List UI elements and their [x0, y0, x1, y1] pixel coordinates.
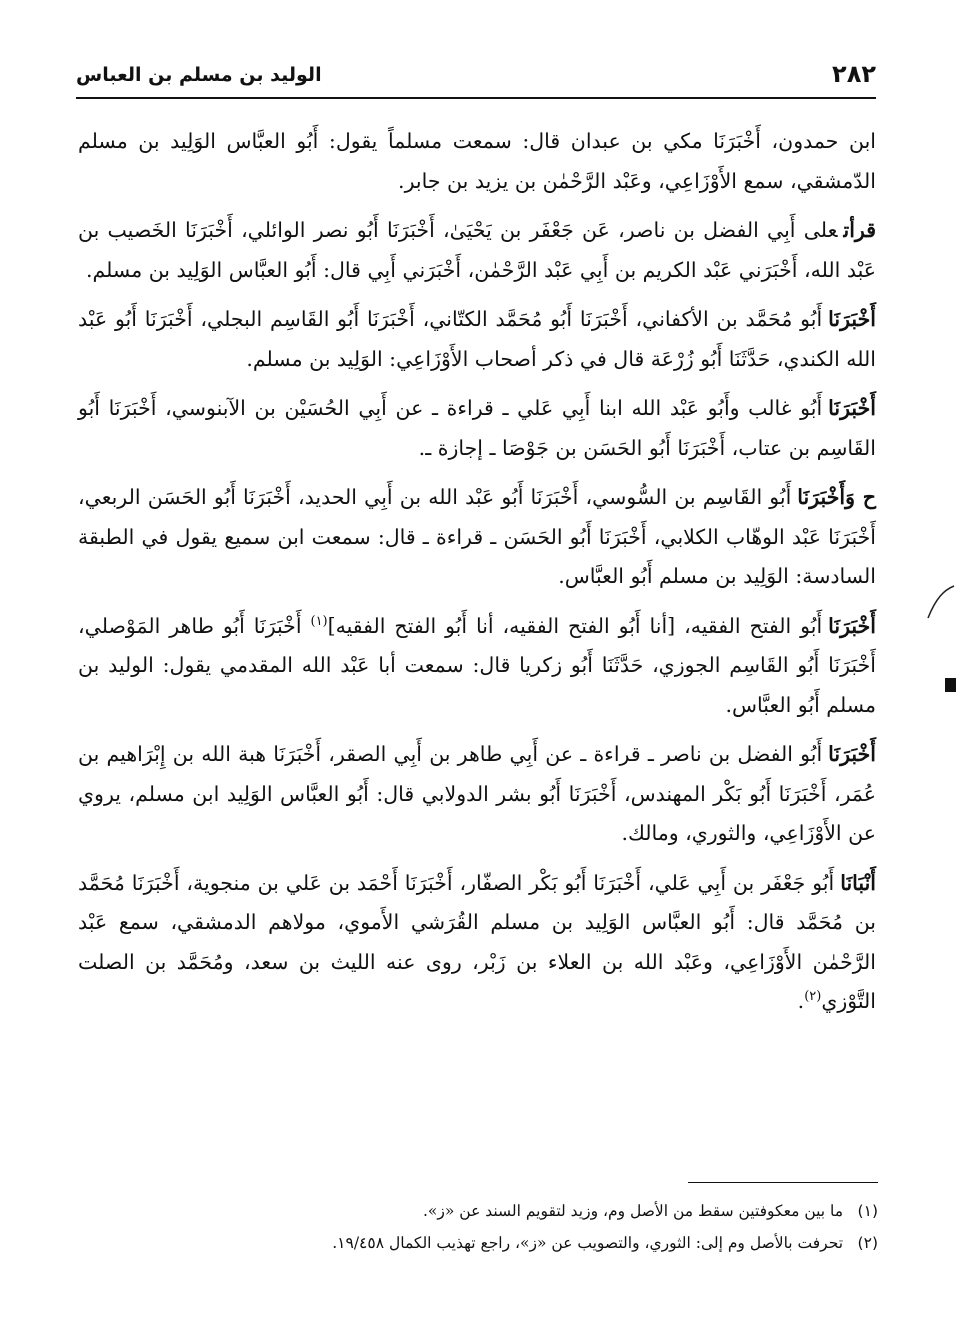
- footnote-number: (٢): [857, 1234, 878, 1252]
- page-header: [76, 58, 876, 94]
- footnote-text: تحرفت بالأصل وم إلى: الثوري، والتصويب عن «ز»، راجع تهذيب الكمال ١٩/٤٥٨.: [332, 1234, 844, 1252]
- paragraph-lead: ح وَأَخْبَرَنَا: [797, 485, 876, 509]
- paragraph-lead: أَخْبَرَنَا: [828, 742, 876, 766]
- paragraph-lead: قرأت: [843, 218, 876, 242]
- footnote-2: [80, 1227, 878, 1259]
- footnote-ref-2[interactable]: (٢): [804, 989, 822, 1005]
- footnote-rule: [688, 1182, 878, 1183]
- paragraph-text: أَبُو غالب وأَبُو عَبْد الله ابنا أَبِي عَلي ـ قراءة ـ عن أَبِي الحُسَيْن بن الآبنوسي، أَخْبَرَنَا أَبُو القَاسِم بن عتاب، أَخْبَرَنَا أَبُو الحَسَن بن جَوْصَا ـ إجازة ـ.: [78, 396, 876, 460]
- footnote-text: ما بين معكوفتين سقط من الأصل وم، وزيد لتقويم السند عن «ز».: [422, 1202, 844, 1220]
- paragraph-text: أَبُو الفضل بن ناصر ـ قراءة ـ عن أَبِي طاهر بن أَبِي الصقر، أَخْبَرَنَا هبة الله بن إِبْرَاهيم بن عُمَر، أَخْبَرَنَا أَبُو بَكْر المهندس، أَخْبَرَنَا أَبُو بشر الدولابي قال: أَبُو العبَّاس الوَلِيد ابن مسلم، يروي عن الأَوْزَاعِي، والثوري، ومالك.: [78, 742, 876, 845]
- paragraph-6: [78, 607, 876, 726]
- footnote-1: [80, 1195, 878, 1227]
- main-text: [78, 122, 876, 1032]
- paragraph-text: أَبُو الفتح الفقيه، [أنا أَبُو الفتح الفقيه، أنا أَبُو الفتح الفقيه]: [327, 613, 823, 638]
- paragraph-3: [78, 300, 876, 379]
- running-title: الوليد بن مسلم بن العباس: [76, 64, 322, 86]
- footnote-number: (١): [857, 1202, 878, 1220]
- paragraph-text: أَبُو جَعْفَر بن أَبِي عَلي، أَخْبَرَنَا أَبُو بَكْر الصفّار، أَخْبَرَنَا أَحْمَد بن عَلي بن منجوية، أَخْبَرَنَا مُحَمَّد بن مُحَمَّد قال: أَبُو العبَّاس الوَلِيد بن مسلم القُرَشي الأَموي، مولاهم الدمشقي، سمع عَبْد الرَّحْمٰن الأَوْزَاعِي، وعَبْد الله بن العلاء بن زَبْر، روى عنه الليث بن سعد، ومُحَمَّد بن الصلت التَّوْزي: [78, 870, 876, 1013]
- paragraph-text-after: .: [797, 989, 805, 1013]
- margin-marker: [945, 678, 956, 692]
- paragraph-2: [78, 211, 876, 290]
- paragraph-8: [78, 864, 876, 1022]
- paragraph-text: أَبُو القَاسِم بن السُّوسي، أَخْبَرَنَا أَبُو عَبْد الله بن أَبِي الحديد، أَخْبَرَنَا أَبُو الحَسَن الربعي، أَخْبَرَنَا عَبْد الوهّاب الكلابي، أَخْبَرَنَا أَبُو الحَسَن ـ قراءة ـ قال: سمعت ابن سميع يقول في الطبقة السادسة: الوَلِيد بن مسلم أَبُو العبَّاس.: [78, 485, 876, 588]
- paragraph-5: [78, 478, 876, 597]
- page-number: ٢٨٢: [832, 60, 876, 88]
- margin-pencil-mark: [922, 582, 956, 622]
- paragraph-text: ابن حمدون، أَخْبَرَنَا مكي بن عبدان قال: سمعت مسلماً يقول: أَبُو العبَّاس الوَلِيد بن مسلم الدّمشقي، سمع الأَوْزَاعِي، وعَبْد الرَّحْمٰن بن يزيد بن جابر.: [78, 129, 876, 193]
- footnote-ref-1[interactable]: (١): [310, 613, 328, 629]
- paragraph-lead: أَخْبَرَنَا: [828, 396, 876, 420]
- paragraph-lead: أَخْبَرَنَا: [828, 613, 876, 638]
- paragraph-text: على أَبِي الفضل بن ناصر، عَن جَعْفَر بن يَحْيَىٰ، أَخْبَرَنَا أَبُو نصر الوائلي، أَخْبَرَنَا الخَصيب بن عَبْد الله، أَخْبَرَني عَبْد الكريم بن أَبِي عَبْد الرَّحْمٰن، أَخْبَرَني أَبِي قال: أَبُو العبَّاس الوَلِيد بن مسلم.: [78, 218, 876, 282]
- paragraph-lead: أَنْبَانَا: [840, 870, 876, 895]
- paragraph-text: أَبُو مُحَمَّد بن الأكفاني، أَخْبَرَنَا أَبُو مُحَمَّد الكتّاني، أَخْبَرَنَا أَبُو القَاسِم البجلي، أَخْبَرَنَا أَبُو عَبْد الله الكندي، حَدَّثَنَا أَبُو زُرْعَة قال في ذكر أصحاب الأَوْزَاعِي: الوَلِيد بن مسلم.: [78, 307, 876, 371]
- paragraph-7: [78, 735, 876, 854]
- footnotes: [80, 1195, 878, 1259]
- paragraph-lead: أَخْبَرَنَا: [828, 307, 876, 331]
- paragraph-1: [78, 122, 876, 201]
- paragraph-text-after: أَخْبَرَنَا أَبُو طاهر المَوْصلي، أَخْبَرَنَا أَبُو القَاسِم الجوزي، حَدَّثَنَا أَبُو زكريا قال: سمعت أبا عَبْد الله المقدمي يقول: الوليد بن مسلم أَبُو العبَّاس.: [78, 613, 876, 717]
- paragraph-4: [78, 389, 876, 468]
- header-rule: [76, 97, 876, 99]
